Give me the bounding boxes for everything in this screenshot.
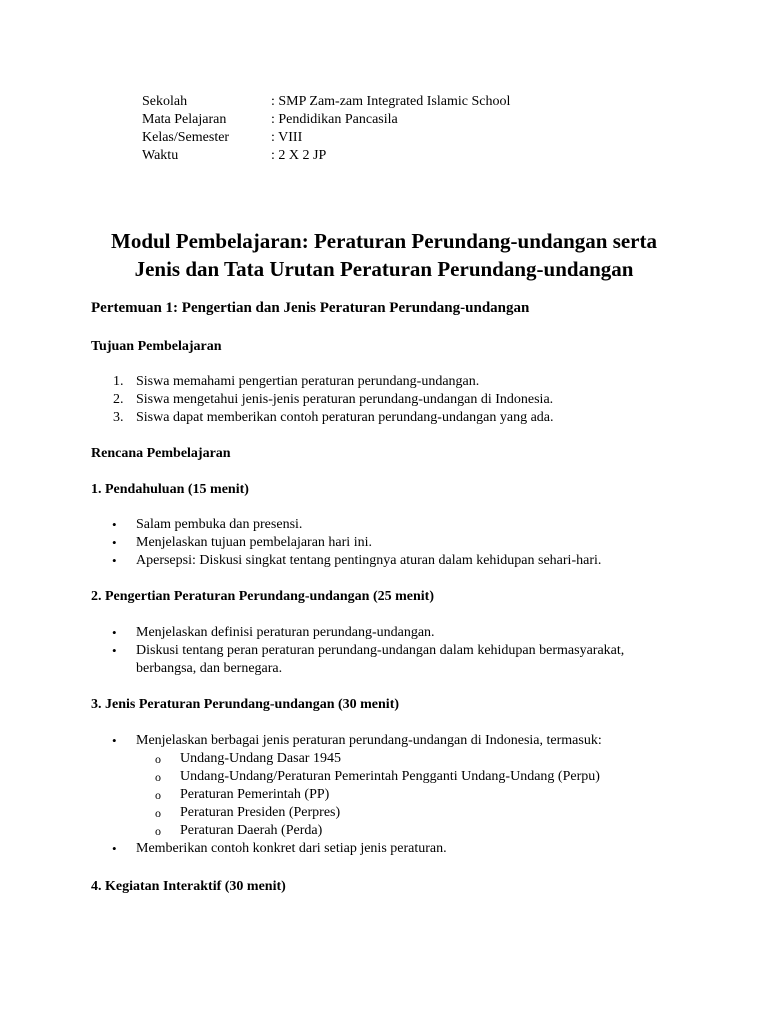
bullet-icon: • (112, 643, 117, 658)
plan-heading: Rencana Pembelajaran (91, 446, 231, 461)
circle-bullet-icon: o (155, 770, 161, 784)
circle-bullet-icon: o (155, 752, 161, 766)
section-1-heading: 1. Pendahuluan (15 menit) (91, 482, 249, 497)
list-item-text: Menjelaskan definisi peraturan perundang-undangan. (136, 625, 435, 640)
sublist-item-text: Peraturan Pemerintah (PP) (180, 787, 330, 802)
sublist-item (91, 822, 691, 840)
list-item-text: Memberikan contoh konkret dari setiap jenis peraturan. (136, 841, 447, 856)
section-3-sublist (136, 750, 691, 840)
list-item (91, 732, 691, 840)
list-number: 1. (113, 374, 124, 389)
section-3-list (91, 732, 691, 858)
meta-row-subject (142, 111, 510, 129)
title-line-2: Jenis dan Tata Urutan Peraturan Perundang-undangan (134, 257, 634, 281)
bullet-icon: • (112, 625, 117, 640)
meta-row-class (142, 129, 510, 147)
list-item (91, 391, 691, 409)
objectives-heading: Tujuan Pembelajaran (91, 339, 222, 354)
list-item (91, 552, 691, 570)
meta-key: Mata Pelajaran (142, 112, 227, 127)
list-number: 2. (113, 392, 124, 407)
circle-bullet-icon: o (155, 824, 161, 838)
list-item (91, 409, 691, 427)
list-item (91, 624, 691, 642)
list-item-text: berbangsa, dan bernegara. (136, 661, 283, 676)
bullet-icon: • (112, 517, 117, 532)
meta-key: Waktu (142, 148, 179, 163)
bullet-icon: • (112, 841, 117, 856)
document-title (60, 227, 708, 283)
list-item-text: Siswa mengetahui jenis-jenis peraturan perundang-undangan di Indonesia. (136, 392, 554, 407)
meta-key: Sekolah (142, 94, 188, 109)
list-item-text: Apersepsi: Diskusi singkat tentang pentingnya aturan dalam kehidupan sehari-hari. (136, 553, 602, 568)
sublist-item (91, 750, 691, 768)
meeting-heading: Pertemuan 1: Pengertian dan Jenis Peraturan Perundang-undangan (91, 300, 530, 316)
list-item-text: Salam pembuka dan presensi. (136, 517, 303, 532)
section-1-list (91, 516, 691, 570)
sublist-item-text: Undang-Undang/Peraturan Pemerintah Pengganti Undang-Undang (Perpu) (180, 769, 600, 784)
meta-value: : VIII (271, 130, 303, 145)
meta-key: Kelas/Semester (142, 130, 230, 145)
sublist-item-text: Peraturan Presiden (Perpres) (180, 805, 341, 820)
list-item (91, 516, 691, 534)
list-item-text: Siswa memahami pengertian peraturan perundang-undangan. (136, 374, 480, 389)
section-2-list (91, 624, 691, 678)
section-2-heading: 2. Pengertian Peraturan Perundang-undangan (25 menit) (91, 589, 434, 604)
section-4-heading: 4. Kegiatan Interaktif (30 menit) (91, 879, 286, 894)
bullet-icon: • (112, 535, 117, 550)
list-item (91, 373, 691, 391)
meta-row-school (142, 93, 510, 111)
meta-row-time (142, 147, 510, 165)
sublist-item-text: Undang-Undang Dasar 1945 (180, 751, 341, 766)
list-item-text: Menjelaskan tujuan pembelajaran hari ini. (136, 535, 372, 550)
meta-value: : 2 X 2 JP (271, 148, 327, 163)
list-item-text: Diskusi tentang peran peraturan perundang-undangan dalam kehidupan bermasyarakat, (136, 643, 625, 658)
list-item-text: Siswa dapat memberikan contoh peraturan perundang-undangan yang ada. (136, 410, 554, 425)
sublist-item (91, 768, 691, 786)
circle-bullet-icon: o (155, 788, 161, 802)
bullet-icon: • (112, 553, 117, 568)
section-3-heading: 3. Jenis Peraturan Perundang-undangan (30 menit) (91, 697, 400, 712)
title-line-1: Modul Pembelajaran: Peraturan Perundang-undangan serta (111, 229, 657, 253)
circle-bullet-icon: o (155, 806, 161, 820)
list-number: 3. (113, 410, 124, 425)
list-item (91, 840, 691, 858)
sublist-item (91, 786, 691, 804)
sublist-item-text: Peraturan Daerah (Perda) (180, 823, 323, 838)
sublist-item (91, 804, 691, 822)
list-item-text: Menjelaskan berbagai jenis peraturan perundang-undangan di Indonesia, termasuk: (136, 733, 602, 748)
bullet-icon: • (112, 733, 117, 748)
list-item (91, 534, 691, 552)
meta-value: : SMP Zam-zam Integrated Islamic School (271, 94, 511, 109)
objectives-list (91, 373, 691, 427)
meta-value: : Pendidikan Pancasila (271, 112, 398, 127)
header-info (142, 93, 510, 165)
list-item (91, 642, 691, 660)
list-item-continuation (91, 660, 691, 678)
